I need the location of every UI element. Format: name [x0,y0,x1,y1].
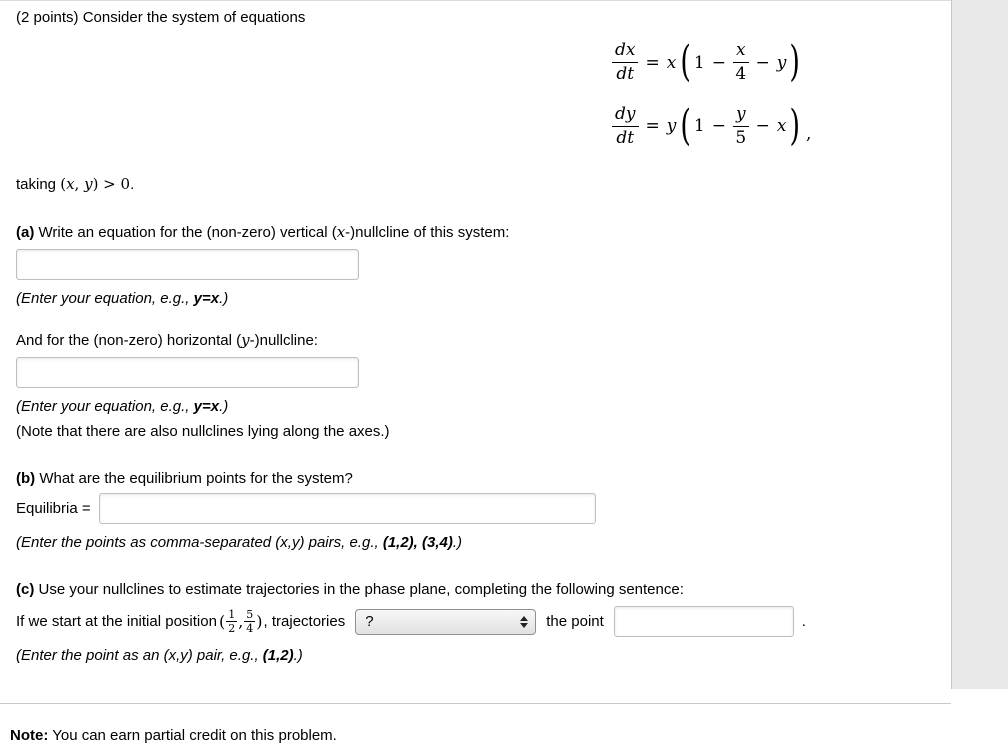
sentence-middle: , trajectories [263,613,346,630]
sentence-end: the point [546,613,604,630]
denominator: 4 [735,64,747,85]
arrow-up-icon [520,616,528,621]
hint-a1 [16,290,935,307]
open-paren: ( [680,102,691,151]
period: . [801,613,806,630]
hint-a2 [16,398,935,415]
hint-text: (Enter your equation, e.g., [16,398,194,415]
note-label: Note: [10,727,49,744]
question-a-text: Write an equation for the (non-zero) vertical ( [34,224,337,241]
math-comma: , [74,175,85,193]
label-a: (a) [16,224,35,241]
equation-dy-dt [612,104,811,150]
variable-y: y [84,175,93,193]
hint-text-end: .) [452,534,463,551]
numerator: x [733,40,749,63]
denominator: dt [616,127,635,148]
hint-text: (Enter the points as comma-separated (x,y) pairs, e.g., [16,534,383,551]
minus-sign: − [755,116,770,137]
numerator: 1 [228,607,236,621]
fraction-1-2 [226,608,237,635]
variable-x: x [66,175,75,193]
denominator: 2 [228,622,236,635]
coefficient-y: y [666,116,677,137]
select-arrows-icon [518,615,530,629]
variable-x: x [776,116,787,137]
math-inequality: ) > 0 [92,175,131,193]
taking-text: taking [16,176,61,193]
trailing-comma: , [805,124,812,145]
question-b-text: What are the equilibrium points for the system? [35,470,353,487]
coefficient-x: x [666,52,677,73]
hint-text-end: .) [293,647,303,664]
close-paren: ) [256,612,263,631]
select-value: ? [365,613,374,630]
minus-sign: − [711,116,726,137]
question-a2-text-end: -)nullcline: [249,332,318,349]
math-comma: , [238,612,244,631]
arrow-down-icon [520,623,528,628]
numerator: y [733,104,749,127]
hint-text-end: .) [219,290,229,307]
equilibria-label: Equilibria = [16,500,91,517]
hint-text-end: .) [219,398,229,415]
hint-text: (Enter the point as an (x,y) pair, e.g., [16,647,263,664]
close-paren: ) [789,102,800,151]
constant-one: 1 [693,52,705,73]
trajectory-sentence-row [16,606,935,637]
close-paren: ) [789,38,800,87]
taking-line [16,175,935,193]
label-c: (c) [16,581,35,598]
variable-y: y [241,331,250,349]
hint-c [16,647,935,664]
label-b: (b) [16,470,36,487]
trajectory-point-input[interactable] [614,606,794,637]
question-a2-text: And for the (non-zero) horizontal ( [16,332,242,349]
sentence-start: If we start at the initial position [16,613,217,630]
partial-credit-note [10,727,337,744]
question-a2 [16,331,935,349]
hint-b [16,534,935,551]
hint-example: y=x [193,398,220,415]
question-b [16,470,935,487]
period: . [130,176,135,193]
problem-header [16,9,935,26]
numerator: dx [612,40,638,63]
question-c-text: Use your nullclines to estimate trajectories in the phase plane, completing the following sentence: [34,581,684,598]
denominator: 4 [246,622,254,635]
equals-sign: = [645,116,660,137]
equation-dx-dt [612,40,811,86]
question-c [16,581,935,598]
axes-note [16,423,935,440]
denominator: 5 [735,127,747,148]
minus-sign: − [711,52,726,73]
open-paren: ( [218,612,226,631]
fraction-x-4 [733,40,749,86]
horizontal-nullcline-input[interactable] [16,357,359,388]
hint-example: y=x [193,290,220,307]
hint-example: (1,2), (3,4) [382,534,453,551]
hint-text: (Enter your equation, e.g., [16,290,194,307]
fraction-5-4 [244,608,255,635]
equilibria-input[interactable] [99,493,596,524]
equals-sign: = [645,52,660,73]
numerator: 5 [246,607,254,621]
fraction-dx-dt [612,40,638,86]
minus-sign: − [755,52,770,73]
hint-example: (1,2) [262,647,294,664]
variable-y: y [776,52,787,73]
constant-one: 1 [693,116,705,137]
equilibria-row [16,493,935,524]
variable-x: x [336,223,346,241]
question-a [16,223,935,241]
initial-position-math [219,608,263,635]
axes-note-text: (Note that there are also nullclines lying along the axes.) [16,423,390,440]
denominator: dt [616,64,635,85]
note-text: You can earn partial credit on this problem. [48,727,337,744]
fraction-dy-dt [612,104,639,150]
equation-block [612,40,811,149]
fraction-y-5 [733,104,749,150]
points-text: (2 points) Consider the system of equations [16,9,306,26]
trajectories-select[interactable] [355,609,536,635]
open-paren: ( [680,38,691,87]
math-paren: ( [60,175,67,193]
page-background-gutter [951,0,1008,689]
numerator: dy [612,104,639,127]
question-a-text-end: -)nullcline of this system: [345,224,510,241]
vertical-nullcline-input[interactable] [16,249,359,280]
